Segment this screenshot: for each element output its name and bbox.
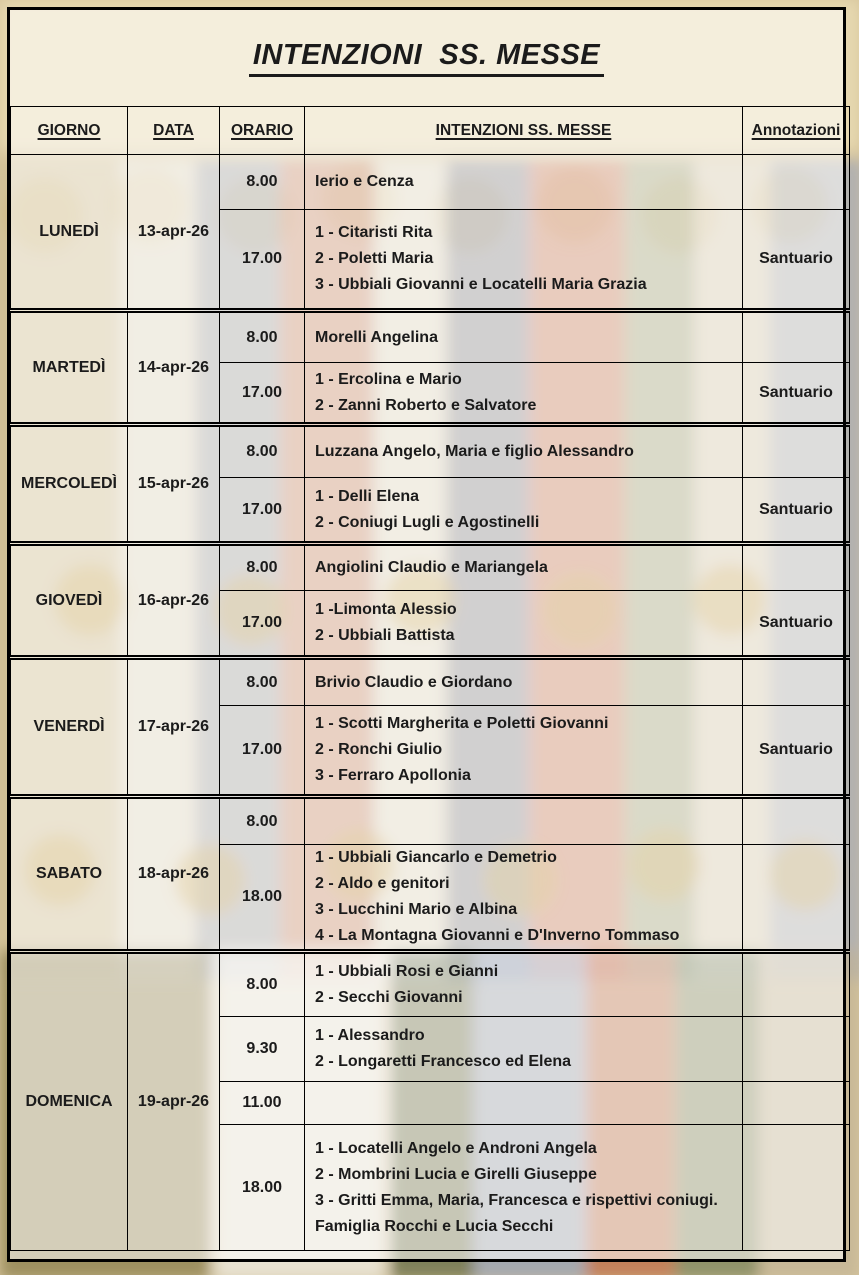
column-header-giorno: GIORNO bbox=[11, 107, 128, 155]
intentions-cell bbox=[305, 544, 743, 591]
table-row bbox=[11, 425, 850, 478]
table-row bbox=[11, 658, 850, 706]
intention-line: 1 -Limonta Alessio bbox=[315, 601, 457, 618]
intention-line: 1 - Ubbiali Giancarlo e Demetrio bbox=[315, 849, 557, 866]
day-cell: SABATO bbox=[11, 797, 128, 952]
intention-line: 1 - Locatelli Angelo e Androni Angela bbox=[315, 1139, 597, 1157]
day-cell: MERCOLEDÌ bbox=[11, 425, 128, 544]
intentions-cell bbox=[305, 311, 743, 363]
intention-line: 4 - La Montagna Giovanni e D'Inverno Tommaso bbox=[315, 927, 680, 944]
time-cell: 17.00 bbox=[220, 210, 305, 311]
mass-intentions-table bbox=[10, 106, 850, 1251]
time-cell: 8.00 bbox=[220, 797, 305, 845]
intention-line: 1 - Alessandro bbox=[315, 1027, 425, 1044]
date-cell: 14-apr-26 bbox=[128, 311, 220, 425]
intentions-cell bbox=[305, 845, 743, 952]
title-area bbox=[10, 10, 843, 106]
intentions-cell bbox=[305, 658, 743, 706]
intention-line: 2 - Mombrini Lucia e Girelli Giuseppe bbox=[315, 1165, 597, 1183]
day-cell: GIOVEDÌ bbox=[11, 544, 128, 658]
intention-line: 3 - Ferraro Apollonia bbox=[315, 767, 471, 784]
column-header-intenzioni: INTENZIONI SS. MESSE bbox=[305, 107, 743, 155]
header-row bbox=[11, 107, 850, 155]
annotation-cell bbox=[743, 1017, 850, 1082]
column-header-annotazioni: Annotazioni bbox=[743, 107, 850, 155]
date-cell: 17-apr-26 bbox=[128, 658, 220, 797]
time-cell: 11.00 bbox=[220, 1082, 305, 1125]
time-cell: 17.00 bbox=[220, 478, 305, 544]
intention-line: 3 - Lucchini Mario e Albina bbox=[315, 901, 518, 918]
time-cell: 8.00 bbox=[220, 311, 305, 363]
time-cell: 8.00 bbox=[220, 155, 305, 210]
day-cell: VENERDÌ bbox=[11, 658, 128, 797]
intentions-cell bbox=[305, 1082, 743, 1125]
intentions-cell bbox=[305, 210, 743, 311]
time-cell: 17.00 bbox=[220, 591, 305, 658]
intention-line: 2 - Zanni Roberto e Salvatore bbox=[315, 396, 537, 414]
time-cell: 18.00 bbox=[220, 1125, 305, 1251]
day-cell: LUNEDÌ bbox=[11, 155, 128, 311]
intention-line: Luzzana Angelo, Maria e figlio Alessandro bbox=[315, 443, 634, 460]
annotation-cell bbox=[743, 544, 850, 591]
mass-intentions-sheet bbox=[7, 7, 846, 1262]
table-row bbox=[11, 797, 850, 845]
table-row bbox=[11, 155, 850, 210]
date-cell: 19-apr-26 bbox=[128, 952, 220, 1251]
day-cell: MARTEDÌ bbox=[11, 311, 128, 425]
annotation-cell: Santuario bbox=[743, 591, 850, 658]
intention-line: 3 - Ubbiali Giovanni e Locatelli Maria Grazia bbox=[315, 276, 647, 293]
date-cell: 16-apr-26 bbox=[128, 544, 220, 658]
time-cell: 8.00 bbox=[220, 658, 305, 706]
annotation-cell bbox=[743, 311, 850, 363]
intentions-cell bbox=[305, 425, 743, 478]
intention-line: Brivio Claudio e Giordano bbox=[315, 673, 513, 691]
time-cell: 17.00 bbox=[220, 706, 305, 797]
intentions-cell bbox=[305, 478, 743, 544]
time-cell: 18.00 bbox=[220, 845, 305, 952]
intention-line: Morelli Angelina bbox=[315, 328, 438, 346]
intention-line: Ierio e Cenza bbox=[315, 173, 414, 190]
column-header-data: DATA bbox=[128, 107, 220, 155]
time-cell: 8.00 bbox=[220, 952, 305, 1017]
intention-line: 2 - Ronchi Giulio bbox=[315, 741, 443, 758]
time-cell: 8.00 bbox=[220, 544, 305, 591]
intention-line: 2 - Longaretti Francesco ed Elena bbox=[315, 1053, 572, 1070]
annotation-cell: Santuario bbox=[743, 210, 850, 311]
intentions-cell bbox=[305, 591, 743, 658]
time-cell: 8.00 bbox=[220, 425, 305, 478]
annotation-cell bbox=[743, 155, 850, 210]
intentions-cell bbox=[305, 1017, 743, 1082]
intention-line: 1 - Citaristi Rita bbox=[315, 224, 433, 241]
time-cell: 17.00 bbox=[220, 363, 305, 425]
table-row bbox=[11, 311, 850, 363]
annotation-cell bbox=[743, 425, 850, 478]
intentions-cell bbox=[305, 155, 743, 210]
date-cell: 13-apr-26 bbox=[128, 155, 220, 311]
annotation-cell: Santuario bbox=[743, 478, 850, 544]
date-cell: 15-apr-26 bbox=[128, 425, 220, 544]
intention-line: 2 - Coniugi Lugli e Agostinelli bbox=[315, 513, 540, 531]
intentions-cell bbox=[305, 1125, 743, 1251]
intentions-cell bbox=[305, 797, 743, 845]
time-cell: 9.30 bbox=[220, 1017, 305, 1082]
intention-line: 2 - Poletti Maria bbox=[315, 250, 434, 267]
intention-line: 1 - Ubbiali Rosi e Gianni bbox=[315, 963, 499, 980]
intention-line: Angiolini Claudio e Mariangela bbox=[315, 559, 548, 576]
table-row bbox=[11, 544, 850, 591]
intention-line: 2 - Aldo e genitori bbox=[315, 875, 450, 892]
annotation-cell bbox=[743, 845, 850, 952]
page-title: INTENZIONI SS. MESSE bbox=[249, 39, 604, 77]
date-cell: 18-apr-26 bbox=[128, 797, 220, 952]
annotation-cell bbox=[743, 1082, 850, 1125]
column-header-orario: ORARIO bbox=[220, 107, 305, 155]
annotation-cell bbox=[743, 658, 850, 706]
intention-line: 1 - Ercolina e Mario bbox=[315, 370, 462, 388]
intention-line: 3 - Gritti Emma, Maria, Francesca e rispettivi coniugi. Famiglia Rocchi e Lucia Secchi bbox=[315, 1191, 718, 1235]
intention-line: 2 - Ubbiali Battista bbox=[315, 627, 455, 644]
intentions-cell bbox=[305, 952, 743, 1017]
intention-line: 1 - Scotti Margherita e Poletti Giovanni bbox=[315, 715, 609, 732]
intentions-cell bbox=[305, 363, 743, 425]
annotation-cell bbox=[743, 1125, 850, 1251]
intention-line: 1 - Delli Elena bbox=[315, 487, 420, 505]
day-cell: DOMENICA bbox=[11, 952, 128, 1251]
annotation-cell bbox=[743, 797, 850, 845]
annotation-cell: Santuario bbox=[743, 706, 850, 797]
intentions-cell bbox=[305, 706, 743, 797]
intention-line: 2 - Secchi Giovanni bbox=[315, 989, 463, 1006]
annotation-cell: Santuario bbox=[743, 363, 850, 425]
table-row bbox=[11, 952, 850, 1017]
annotation-cell bbox=[743, 952, 850, 1017]
